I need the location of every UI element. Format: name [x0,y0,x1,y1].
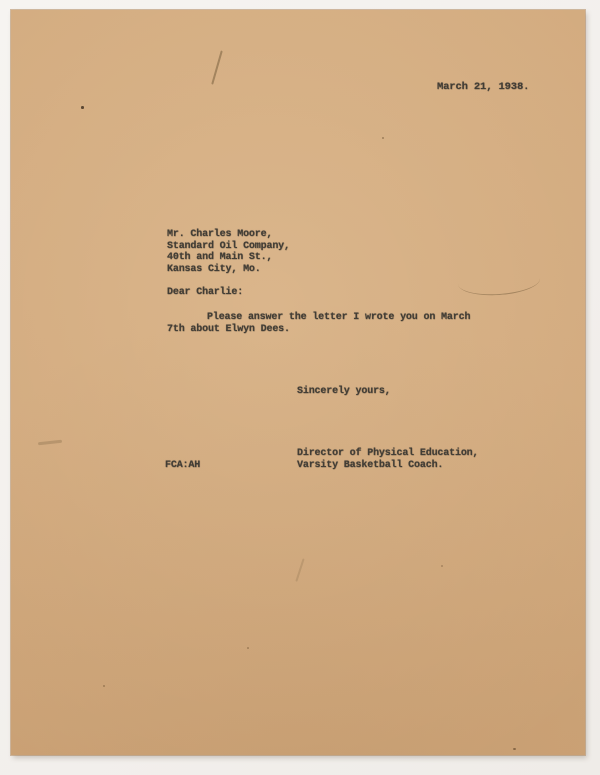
closing: Sincerely yours, [297,386,391,397]
paper-fiber [211,50,222,84]
signature-block [297,448,478,471]
address-line: 40th and Main St., [167,252,273,264]
body-line-1: Please answer the letter I wrote you on March [207,312,471,323]
paper-speck [247,647,249,649]
signature-title-line: Varsity Basketball Coach. [297,459,444,471]
paper-fiber [295,558,304,581]
recipient-address-block [167,229,290,275]
body-line-2: 7th about Elwyn Dees. [167,324,290,335]
address-line: Mr. Charles Moore, [167,229,273,240]
paper-speck [103,685,105,687]
signature-title-line: Director of Physical Education, [297,448,479,459]
paper-smudge [38,440,62,445]
address-line: Standard Oil Company, [167,240,290,252]
paper-speck [441,565,443,567]
paper-hair [457,265,541,298]
paper-speck [81,106,84,109]
letter-page [11,10,585,755]
letter-date: March 21, 1938. [437,81,530,93]
salutation: Dear Charlie: [167,287,244,298]
address-line: Kansas City, Mo. [167,263,261,275]
paper-speck [382,137,384,139]
typist-initials: FCA:AH [165,460,201,471]
paper-speck [513,748,516,750]
